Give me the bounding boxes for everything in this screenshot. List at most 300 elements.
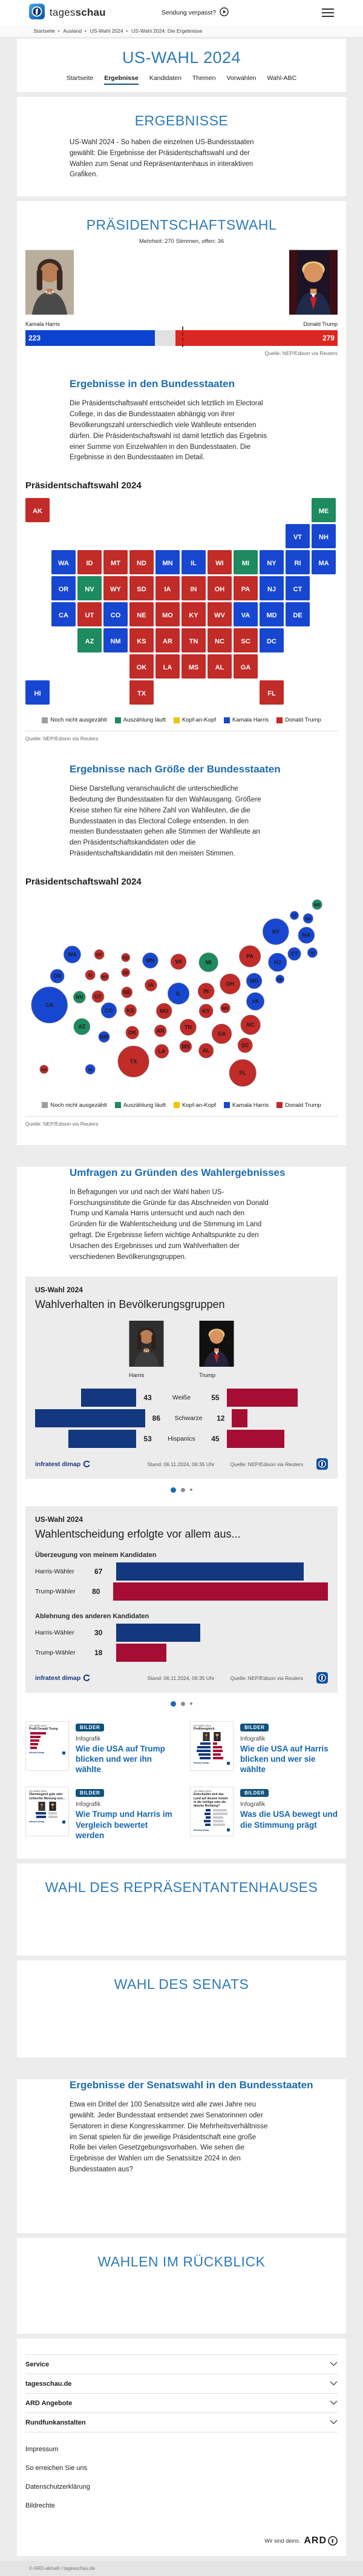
state-DC[interactable] bbox=[260, 628, 284, 652]
thumb-infratest-logo: infratest dimap bbox=[194, 1762, 209, 1765]
mini-left-zone bbox=[29, 1812, 46, 1814]
states-heading: Ergebnisse in den Bundesstaaten bbox=[70, 378, 235, 390]
state-bubble-AL[interactable] bbox=[198, 1043, 213, 1058]
state-MS[interactable] bbox=[182, 654, 206, 679]
infratest-dimap-logo: infratest dimap bbox=[35, 1675, 90, 1682]
tab-kandidaten[interactable]: Kandidaten bbox=[149, 75, 182, 82]
svg-text:KY: KY bbox=[189, 612, 198, 620]
svg-text:NC: NC bbox=[215, 638, 224, 646]
svg-text:SD: SD bbox=[137, 586, 146, 594]
svg-text:NJ: NJ bbox=[267, 586, 276, 594]
carousel-dot-active[interactable] bbox=[171, 1701, 176, 1707]
svg-text:NJ: NJ bbox=[274, 959, 281, 966]
group-label: Schwarze bbox=[174, 1414, 203, 1422]
mini-bar bbox=[200, 1742, 211, 1745]
teaser-thumbnail[interactable] bbox=[25, 1721, 69, 1771]
legend-swatch bbox=[115, 1102, 121, 1108]
state-bubble-MA[interactable] bbox=[298, 927, 315, 943]
state-bubble-MO[interactable] bbox=[156, 1003, 172, 1019]
teaser-title[interactable]: Was die USA bewegt und die Stimmung prägt bbox=[240, 1810, 338, 1830]
state-bubble-NC[interactable] bbox=[241, 1015, 261, 1035]
size-heading: Ergebnisse nach Größe der Bundesstaaten bbox=[70, 763, 281, 775]
footer-link-bildrechte[interactable]: Bildrechte bbox=[25, 2501, 55, 2509]
legend-item bbox=[115, 1102, 166, 1109]
thumb-title: Profilvergleich bbox=[194, 1727, 215, 1731]
state-HI[interactable] bbox=[25, 680, 50, 705]
teaser-thumbnail[interactable] bbox=[190, 1787, 234, 1836]
reason-group bbox=[35, 1552, 328, 1602]
mini-bar-row bbox=[29, 1747, 65, 1749]
state-bubble-NV[interactable] bbox=[73, 991, 85, 1003]
legend-item bbox=[174, 717, 216, 723]
state-NM[interactable] bbox=[103, 628, 128, 652]
state-bubble-IL[interactable] bbox=[168, 983, 189, 1004]
mini-left-zone bbox=[29, 1816, 46, 1818]
value: 80 bbox=[92, 1587, 100, 1596]
ard-logo[interactable]: ARD bbox=[304, 2535, 338, 2546]
ergebnisse-card bbox=[17, 97, 346, 196]
svg-text:NM: NM bbox=[110, 638, 121, 646]
repraesentantenhaus-card bbox=[17, 1864, 346, 1956]
carousel-dots bbox=[17, 1701, 346, 1707]
state-bubble-CA[interactable] bbox=[31, 987, 68, 1023]
legend-swatch bbox=[174, 1102, 180, 1108]
chevron-down-icon bbox=[330, 2419, 338, 2426]
svg-text:WI: WI bbox=[215, 560, 224, 568]
infratest-dimap-logo: infratest dimap bbox=[35, 1461, 90, 1468]
harris-votes: 223 bbox=[28, 334, 41, 343]
svg-text:NH: NH bbox=[319, 534, 329, 542]
svg-text:VT: VT bbox=[292, 914, 297, 918]
harris-bar bbox=[81, 1389, 136, 1407]
state-FL[interactable] bbox=[260, 680, 284, 705]
size-text: Diese Darstellung veranschaulicht die unterschiedliche Bedeutung der Bundesstaaten für den Wahlausgang. Größere Kreise stehen für eine höhere Zahl von Wahlleuten, die die Bundesstaaten in das Electoral College entsenden. In den meisten Bundesstaaten gehen alle Stimmen der Wahlleute an den Präsidentschaftskandidaten oder die Präsidentschaftskandidatin mit den meisten Stimmen. bbox=[70, 785, 261, 857]
state-bubble-WI[interactable] bbox=[171, 954, 186, 969]
tab-startseite[interactable]: Startseite bbox=[66, 75, 94, 82]
source-note: Quelle: NEP/Edison via Reuters bbox=[264, 350, 338, 357]
state-bubble-OR[interactable] bbox=[50, 969, 64, 983]
legend-swatch bbox=[224, 1102, 230, 1108]
svg-text:DC: DC bbox=[267, 638, 276, 646]
state-UT[interactable] bbox=[77, 602, 102, 626]
state-bubble-CT[interactable] bbox=[288, 948, 301, 961]
state-bubble-IN[interactable] bbox=[198, 983, 214, 999]
state-bubble-NH[interactable] bbox=[303, 914, 313, 923]
state-MT[interactable] bbox=[103, 550, 128, 574]
mini-bar bbox=[30, 1732, 46, 1734]
trump-name: Donald Trump bbox=[303, 321, 338, 328]
svg-text:VA: VA bbox=[241, 612, 250, 620]
harris-value: 86 bbox=[152, 1413, 160, 1422]
state-NH[interactable] bbox=[312, 524, 336, 548]
tab-wahl-abc[interactable]: Wahl-ABC bbox=[267, 75, 297, 82]
state-NY[interactable] bbox=[260, 550, 284, 574]
state-AR[interactable] bbox=[155, 628, 180, 652]
state-bubble-FL[interactable] bbox=[229, 1060, 257, 1087]
carousel-dot-active[interactable] bbox=[171, 1487, 176, 1493]
state-bubble-NM[interactable] bbox=[99, 1031, 110, 1042]
teaser-body bbox=[76, 1787, 173, 1841]
state-MI[interactable] bbox=[234, 550, 258, 574]
mini-bar bbox=[213, 1813, 227, 1815]
state-WI[interactable] bbox=[208, 550, 232, 574]
mini-left-zone bbox=[194, 1742, 211, 1745]
trump-bar bbox=[232, 1409, 247, 1427]
footer-link-impressum[interactable]: Impressum bbox=[25, 2445, 59, 2453]
svg-text:MI: MI bbox=[241, 560, 250, 568]
tab-vorwahlen[interactable]: Vorwahlen bbox=[226, 75, 257, 82]
state-WY[interactable] bbox=[103, 576, 128, 600]
teaser-title[interactable]: Wie Trump und Harris im Vergleich bewertet werden bbox=[76, 1810, 172, 1840]
senate-title: WAHL DES SENATS bbox=[114, 1976, 249, 1993]
mini-bar-row bbox=[194, 1753, 230, 1756]
state-bubble-MI[interactable] bbox=[199, 952, 218, 972]
state-bubble-ID[interactable] bbox=[85, 970, 95, 980]
state-PA[interactable] bbox=[234, 576, 258, 600]
state-OK[interactable] bbox=[129, 654, 154, 679]
source-note: Quelle: NEP/Edison via Reuters bbox=[25, 735, 99, 742]
legend-label: Kamala Harris bbox=[232, 1101, 269, 1109]
svg-text:OR: OR bbox=[58, 586, 69, 594]
chevron-down-icon bbox=[330, 2361, 338, 2368]
state-NJ[interactable] bbox=[260, 576, 284, 600]
state-IN[interactable] bbox=[182, 576, 206, 600]
reason-group bbox=[35, 1613, 328, 1663]
state-RI[interactable] bbox=[286, 550, 310, 574]
state-bubble-UT[interactable] bbox=[92, 991, 104, 1003]
trump-bar bbox=[227, 1389, 297, 1407]
state-bubble-OK[interactable] bbox=[126, 1026, 139, 1040]
infographic-wahlentscheidung bbox=[25, 1506, 338, 1693]
group-label: Hispanics bbox=[168, 1435, 195, 1442]
sendung-verpasst-link[interactable] bbox=[162, 7, 229, 18]
state-bubble-VT[interactable] bbox=[290, 911, 299, 920]
state-bubble-ME[interactable] bbox=[312, 900, 322, 909]
thumb-kicker: US-Wahl 2024 bbox=[29, 1790, 47, 1793]
legend-item bbox=[224, 717, 269, 723]
state-bubble-MT[interactable] bbox=[94, 949, 104, 959]
bilder-badge: BILDER bbox=[76, 1724, 104, 1731]
chart-title: Wahlentscheidung erfolgte vor allem aus... bbox=[35, 1527, 241, 1540]
teaser-category: Infografik bbox=[240, 1735, 266, 1742]
state-bubble-AR[interactable] bbox=[154, 1024, 166, 1037]
mini-bar-row bbox=[194, 1820, 230, 1822]
state-ME[interactable] bbox=[312, 498, 336, 522]
electoral-bubble-map bbox=[25, 894, 338, 1096]
map-legend bbox=[17, 717, 346, 723]
map-title: Präsidentschaftswahl 2024 bbox=[25, 480, 142, 491]
state-AL[interactable] bbox=[208, 654, 232, 679]
state-bubble-RI[interactable] bbox=[307, 948, 317, 957]
svg-text:NM: NM bbox=[100, 1034, 108, 1040]
chart-stand: Stand: 06.11.2024, 06:35 Uhr bbox=[147, 1461, 215, 1467]
harris-bar-zone bbox=[35, 1409, 145, 1427]
breadcrumb-link[interactable]: Startseite bbox=[33, 28, 55, 34]
svg-text:ME: ME bbox=[318, 508, 329, 516]
mini-bar-row bbox=[29, 1743, 65, 1745]
teaser-thumbnail[interactable] bbox=[190, 1721, 234, 1771]
state-bubble-TN[interactable] bbox=[180, 1019, 196, 1035]
carousel-dots bbox=[17, 1487, 346, 1493]
value: 67 bbox=[94, 1567, 103, 1576]
legend-label: Noch nicht ausgezählt bbox=[50, 1101, 107, 1109]
state-bubble-WA[interactable] bbox=[64, 946, 80, 963]
trump-bar-zone bbox=[227, 1430, 328, 1448]
teaser-title[interactable]: Wie die USA auf Harris blicken und wer sie wählte bbox=[240, 1744, 329, 1774]
state-NE[interactable] bbox=[129, 602, 154, 626]
teaser-thumbnail[interactable] bbox=[25, 1787, 69, 1836]
svg-text:UT: UT bbox=[85, 612, 94, 620]
demographic-row bbox=[35, 1408, 328, 1429]
sendung-verpasst-label: Sendung verpasst? bbox=[161, 9, 217, 16]
state-WV[interactable] bbox=[208, 602, 232, 626]
svg-text:VA: VA bbox=[252, 998, 259, 1004]
state-VA[interactable] bbox=[234, 602, 258, 626]
carousel-dot[interactable] bbox=[181, 1488, 185, 1492]
svg-text:HI: HI bbox=[88, 1067, 93, 1072]
umfragen-heading: Umfragen zu Gründen des Wahlergebnisses bbox=[70, 1166, 286, 1178]
svg-text:AL: AL bbox=[202, 1047, 210, 1054]
state-ND[interactable] bbox=[129, 550, 154, 574]
state-bubble-NJ[interactable] bbox=[269, 953, 287, 971]
teaser-title[interactable]: Wie die USA auf Trump blicken und wer ihn wählte bbox=[76, 1744, 165, 1774]
state-bubble-NY[interactable] bbox=[263, 918, 289, 944]
accordion-label: tagesschau.de bbox=[25, 2380, 72, 2388]
demographic-row bbox=[35, 1429, 328, 1449]
state-SD[interactable] bbox=[129, 576, 154, 600]
legend-swatch bbox=[276, 717, 283, 723]
svg-text:DE: DE bbox=[276, 977, 283, 982]
bilder-badge: BILDER bbox=[240, 1724, 269, 1731]
svg-text:KY: KY bbox=[202, 1007, 210, 1014]
source-note: Quelle: NEP/Edison via Reuters bbox=[25, 1120, 99, 1127]
tagesschau-logo[interactable] bbox=[29, 4, 106, 22]
footer-link-soerreichensieuns[interactable]: So erreichen Sie uns bbox=[25, 2464, 88, 2472]
teaser-card[interactable] bbox=[190, 1721, 338, 1775]
legend-item bbox=[42, 1102, 106, 1109]
carousel-dot[interactable] bbox=[190, 1702, 193, 1705]
chart-footer bbox=[35, 1672, 328, 1685]
state-IL[interactable] bbox=[182, 550, 206, 574]
teaser-body bbox=[76, 1721, 173, 1775]
state-KY[interactable] bbox=[182, 602, 206, 626]
state-MN[interactable] bbox=[155, 550, 180, 574]
teaser-category: Infografik bbox=[240, 1801, 266, 1808]
state-bubble-SC[interactable] bbox=[238, 1038, 252, 1052]
legend-item bbox=[174, 1102, 216, 1109]
state-bubble-WY[interactable] bbox=[100, 972, 109, 981]
mini-bar-row bbox=[194, 1746, 230, 1748]
svg-text:NE: NE bbox=[123, 989, 131, 995]
mini-bar bbox=[197, 1746, 211, 1748]
state-bubble-DE[interactable] bbox=[276, 975, 284, 983]
state-AK[interactable] bbox=[25, 498, 50, 522]
legend-label: Donald Trump bbox=[285, 717, 321, 724]
svg-text:MT: MT bbox=[111, 560, 120, 568]
mini-left-zone bbox=[194, 1750, 211, 1752]
rueckblick-card bbox=[17, 2238, 346, 2334]
state-NV[interactable] bbox=[77, 576, 102, 600]
state-ID[interactable] bbox=[77, 550, 102, 574]
state-bubble-MD[interactable] bbox=[246, 973, 262, 989]
footer-accordion-tagesschaude[interactable] bbox=[25, 2374, 338, 2393]
legend-swatch bbox=[42, 717, 48, 723]
svg-text:MD: MD bbox=[266, 612, 277, 620]
legend-label: Kopf-an-Kopf bbox=[182, 717, 216, 724]
thumb-tagesschau-icon bbox=[227, 1828, 230, 1831]
tab-themen[interactable]: Themen bbox=[192, 75, 216, 82]
state-AZ[interactable] bbox=[77, 628, 102, 652]
teaser-card[interactable] bbox=[25, 1787, 173, 1841]
state-bubble-KY[interactable] bbox=[199, 1004, 213, 1018]
harris-bar bbox=[116, 1624, 200, 1642]
svg-text:SC: SC bbox=[241, 1042, 249, 1049]
state-OH[interactable] bbox=[208, 576, 232, 600]
state-bubble-ND[interactable] bbox=[122, 953, 130, 961]
open-segment bbox=[155, 330, 176, 346]
state-bubble-PA[interactable] bbox=[239, 946, 260, 967]
svg-text:CA: CA bbox=[45, 1001, 54, 1008]
accordion-label: Rundfunkanstalten bbox=[25, 2418, 86, 2426]
svg-text:FL: FL bbox=[267, 690, 276, 698]
reason-row bbox=[35, 1562, 328, 1582]
footer-accordion-ardangebote[interactable] bbox=[25, 2393, 338, 2412]
state-NC[interactable] bbox=[208, 628, 232, 652]
ard-claim: Wir sind deins. bbox=[264, 2538, 301, 2544]
bilder-badge: BILDER bbox=[240, 1789, 269, 1797]
teaser-grid bbox=[25, 1721, 338, 1841]
site-footer bbox=[17, 2339, 346, 2556]
ard-brand bbox=[25, 2535, 338, 2546]
svg-text:VT: VT bbox=[293, 534, 302, 542]
thumb-tagesschau-icon bbox=[62, 1751, 65, 1754]
legend-swatch bbox=[115, 717, 121, 723]
state-bubble-VA[interactable] bbox=[246, 992, 264, 1010]
state-bubble-AZ[interactable] bbox=[74, 1018, 90, 1035]
state-SC[interactable] bbox=[234, 628, 258, 652]
state-bubble-KS[interactable] bbox=[125, 1004, 137, 1017]
mini-bar-row bbox=[29, 1736, 65, 1738]
state-bubble-NE[interactable] bbox=[122, 987, 132, 998]
tab-ergebnisse[interactable]: Ergebnisse bbox=[104, 75, 139, 85]
svg-text:IA: IA bbox=[164, 586, 171, 594]
svg-text:WY: WY bbox=[101, 975, 108, 980]
mini-bar bbox=[36, 1816, 46, 1818]
svg-text:MA: MA bbox=[318, 560, 329, 568]
teaser-card[interactable] bbox=[25, 1721, 173, 1775]
mini-bar bbox=[198, 1753, 211, 1756]
state-IA[interactable] bbox=[155, 576, 180, 600]
state-bubble-OH[interactable] bbox=[220, 974, 241, 994]
voter-label: Trump-Wähler bbox=[35, 1649, 76, 1656]
mini-bar-row bbox=[29, 1732, 65, 1734]
senatswahl-card bbox=[17, 2079, 346, 2233]
state-bubble-WV[interactable] bbox=[220, 1003, 230, 1012]
carousel-dot[interactable] bbox=[190, 1489, 193, 1492]
state-CO[interactable] bbox=[103, 602, 128, 626]
state-MD[interactable] bbox=[260, 602, 284, 626]
carousel-dot[interactable] bbox=[181, 1702, 185, 1706]
thumb-title: Entscheidet sich das Land auf diesem Gebiet in die richtige oder die falsche Richtung? bbox=[194, 1793, 228, 1808]
umfragen-card bbox=[17, 1167, 346, 1859]
mini-bar bbox=[200, 1757, 211, 1759]
state-VT[interactable] bbox=[286, 524, 310, 548]
footer-accordion-rundfunkanstalten[interactable] bbox=[25, 2412, 338, 2432]
state-DE[interactable] bbox=[286, 602, 310, 626]
mini-bar bbox=[30, 1743, 38, 1745]
state-bubble-LA[interactable] bbox=[155, 1044, 169, 1058]
state-CA[interactable] bbox=[51, 602, 76, 626]
trump-bar bbox=[227, 1430, 284, 1448]
reason-groups bbox=[35, 1552, 328, 1663]
legend-label: Donald Trump bbox=[285, 1101, 321, 1109]
state-bubble-AK[interactable] bbox=[40, 1065, 48, 1074]
mini-bar bbox=[206, 1816, 211, 1819]
harris-segment bbox=[25, 330, 155, 346]
state-KS[interactable] bbox=[129, 628, 154, 652]
legend-swatch bbox=[276, 1102, 283, 1108]
state-bubble-TX[interactable] bbox=[118, 1046, 149, 1077]
svg-text:ME: ME bbox=[314, 903, 321, 908]
legend-item bbox=[276, 717, 321, 723]
mini-bar bbox=[48, 1816, 57, 1818]
state-bubble-MN[interactable] bbox=[143, 952, 159, 968]
svg-text:MS: MS bbox=[182, 1043, 190, 1050]
svg-text:CA: CA bbox=[59, 612, 68, 620]
mini-left-zone bbox=[194, 1746, 211, 1748]
teaser-body bbox=[240, 1721, 338, 1775]
teaser-category: Infografik bbox=[76, 1735, 101, 1742]
reason-group-label: Ablehnung des anderen Kandidaten bbox=[35, 1612, 149, 1620]
state-bubble-MS[interactable] bbox=[180, 1040, 192, 1052]
svg-text:OR: OR bbox=[53, 973, 62, 980]
thumb-photos bbox=[29, 1802, 65, 1811]
play-icon[interactable] bbox=[220, 7, 229, 18]
breadcrumb-link[interactable]: US-Wahl 2024 bbox=[90, 28, 123, 34]
state-LA[interactable] bbox=[155, 654, 180, 679]
state-OR[interactable] bbox=[51, 576, 76, 600]
state-GA[interactable] bbox=[234, 654, 258, 679]
svg-text:IA: IA bbox=[148, 981, 154, 988]
svg-text:NY: NY bbox=[272, 928, 280, 935]
mini-bar bbox=[197, 1750, 211, 1752]
svg-text:NV: NV bbox=[76, 994, 83, 1000]
svg-text:AK: AK bbox=[33, 508, 42, 516]
footer-accordion-service[interactable] bbox=[25, 2354, 338, 2374]
breadcrumb-link[interactable]: US-Wahl 2024: Die Ergebnisse bbox=[131, 28, 203, 34]
thumb-footer bbox=[29, 1821, 65, 1824]
state-bubble-CO[interactable] bbox=[101, 1003, 117, 1018]
chevron-down-icon bbox=[330, 2400, 338, 2407]
footer-link-datenschutzerklrung[interactable]: Datenschutzerklärung bbox=[25, 2483, 91, 2491]
svg-text:OK: OK bbox=[128, 1029, 137, 1036]
state-WA[interactable] bbox=[51, 550, 76, 574]
breadcrumb-link[interactable]: Ausland bbox=[63, 28, 82, 34]
menu-icon[interactable] bbox=[322, 6, 334, 19]
chart-kicker: US-Wahl 2024 bbox=[35, 1515, 83, 1524]
state-MO[interactable] bbox=[155, 602, 180, 626]
state-CT[interactable] bbox=[286, 576, 310, 600]
state-bubble-HI[interactable] bbox=[85, 1064, 95, 1074]
state-bubble-SD[interactable] bbox=[122, 968, 130, 977]
state-bubble-GA[interactable] bbox=[212, 1024, 232, 1044]
teaser-card[interactable] bbox=[190, 1787, 338, 1841]
state-MA[interactable] bbox=[312, 550, 336, 574]
state-TX[interactable] bbox=[129, 680, 154, 705]
svg-text:AK: AK bbox=[41, 1067, 47, 1072]
state-TN[interactable] bbox=[182, 628, 206, 652]
state-bubble-IA[interactable] bbox=[145, 979, 157, 991]
